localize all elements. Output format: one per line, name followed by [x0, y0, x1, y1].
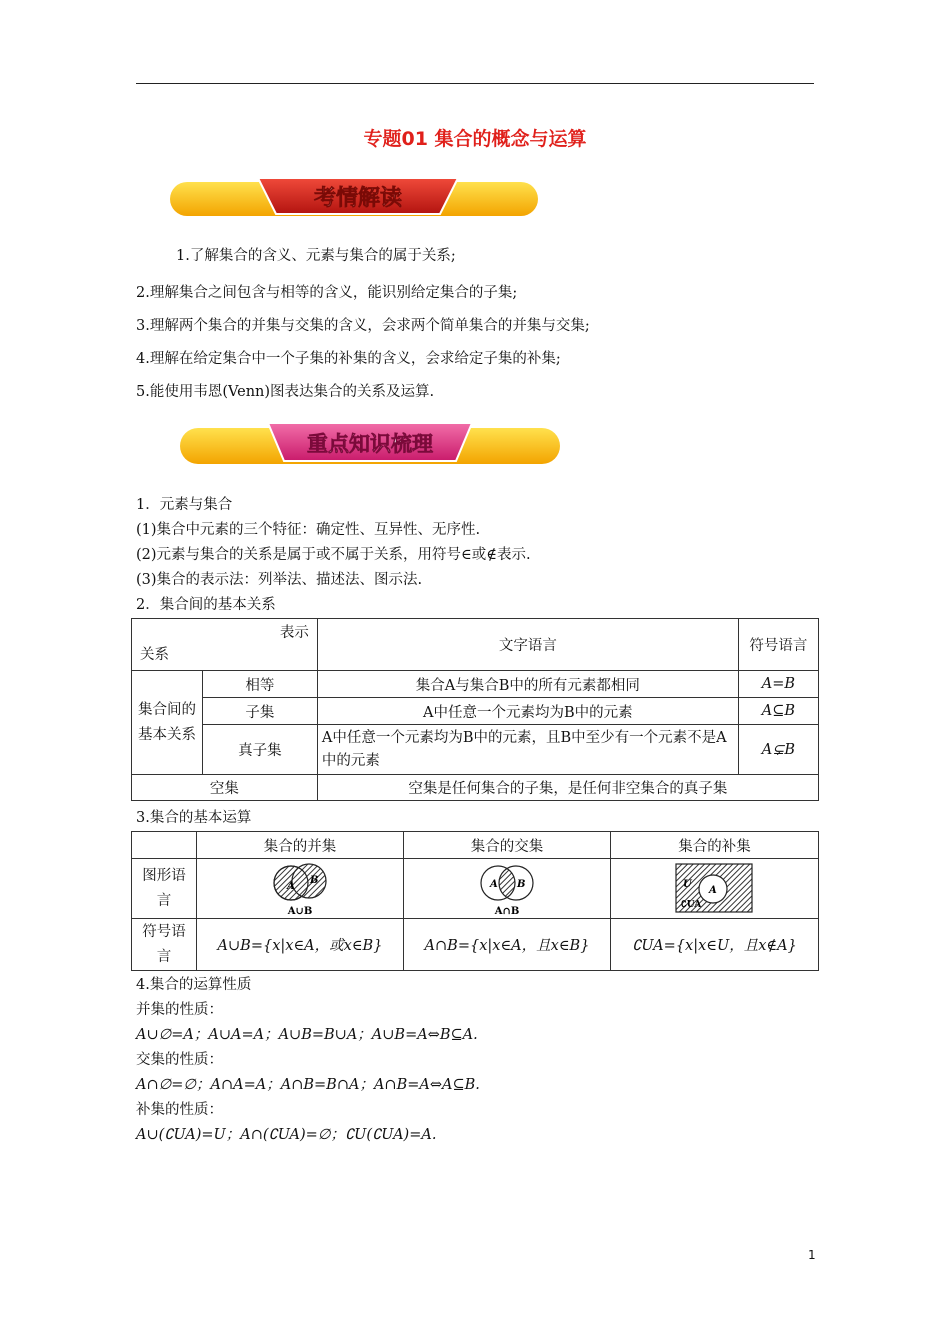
banner-exam-analysis-text: 考情解读 [313, 186, 403, 211]
group-label: 集合间的基本关系 [132, 671, 203, 775]
col-symbol-header: 符号语言 [738, 619, 818, 671]
union-props: A∪∅=A；A∪A=A；A∪B=B∪A；A∪B=A⇔B⊆A. [136, 1027, 478, 1043]
complement-symbol: ∁UA={x|x∈U，且x∉A} [611, 919, 819, 971]
row-symbol: A=B [738, 671, 818, 698]
section2-heading: 2．集合间的基本关系 [136, 597, 276, 613]
goal-4: 4.理解在给定集合中一个子集的补集的含义，会求给定子集的补集; [136, 351, 561, 367]
goal-1: 1.了解集合的含义、元素与集合的属于关系; [176, 248, 456, 264]
row-text: 集合A与集合B中的所有元素都相同 [317, 671, 738, 698]
comp-label-u: U [682, 878, 692, 890]
row-name: 真子集 [203, 725, 318, 775]
banner-key-knowledge-text: 重点知识梳理 [307, 432, 433, 456]
union-symbol: A∪B={x|x∈A，或x∈B} [197, 919, 404, 971]
section4-heading: 4.集合的运算性质 [136, 977, 252, 993]
goal-5: 5.能使用韦恩(Venn)图表达集合的关系及运算. [136, 384, 435, 400]
union-header: 集合的并集 [197, 832, 404, 859]
union-label-b: B [310, 874, 319, 886]
section1-item-1: (1)集合中元素的三个特征：确定性、互异性、无序性. [136, 522, 481, 538]
intersection-symbol: A∩B={x|x∈A，且x∈B} [404, 919, 611, 971]
row-text: A中任意一个元素均为B中的元素 [317, 698, 738, 725]
row-symbol: A⊊B [738, 725, 818, 775]
corner-cell [132, 619, 318, 671]
banner-key-knowledge [178, 420, 562, 468]
row-name: 子集 [203, 698, 318, 725]
page-number: 1 [808, 1248, 816, 1262]
comp-props: A∪(∁UA)=U；A∩(∁UA)=∅；∁U(∁UA)=A. [136, 1127, 437, 1143]
union-venn [197, 859, 404, 919]
row-text: A中任意一个元素均为B中的元素，且B中至少有一个元素不是A中的元素 [317, 725, 738, 775]
symbol-row-label: 符号语言 [132, 919, 197, 971]
relations-table [131, 618, 819, 801]
inter-label-a: A [490, 878, 498, 890]
union-label-a: A [287, 880, 295, 892]
comp-caption: ∁UA [680, 899, 701, 910]
intersection-caption: A∩B [494, 905, 520, 917]
ops-corner [132, 832, 197, 859]
section1-heading: 1．元素与集合 [136, 497, 233, 513]
inter-props: A∩∅=∅；A∩A=A；A∩B=B∩A；A∩B=A⇔A⊆B. [136, 1077, 480, 1093]
corner-top: 表示 [279, 625, 309, 641]
row-symbol: A⊆B [738, 698, 818, 725]
intersection-venn [404, 859, 611, 919]
complement-venn [611, 859, 819, 919]
section3-heading: 3.集合的基本运算 [136, 810, 252, 826]
section1-item-2: (2)元素与集合的关系是属于或不属于关系，用符号∈或∉表示. [136, 547, 531, 563]
banner-exam-analysis [168, 176, 540, 220]
header-rule [136, 83, 814, 84]
union-caption: A∪B [287, 905, 313, 917]
corner-bottom: 关系 [140, 647, 169, 663]
empty-set-text: 空集是任何集合的子集，是任何非空集合的真子集 [317, 775, 818, 801]
intersection-header: 集合的交集 [404, 832, 611, 859]
graph-row-label: 图形语言 [132, 859, 197, 919]
col-text-header: 文字语言 [317, 619, 738, 671]
inter-props-label: 交集的性质： [136, 1052, 223, 1068]
complement-header: 集合的补集 [611, 832, 819, 859]
comp-props-label: 补集的性质： [136, 1102, 223, 1118]
row-name: 相等 [203, 671, 318, 698]
section1-item-3: (3)集合的表示法：列举法、描述法、图示法. [136, 572, 423, 588]
goal-3: 3.理解两个集合的并集与交集的含义，会求两个简单集合的并集与交集; [136, 318, 590, 334]
page-title: 专题01 集合的概念与运算 [363, 128, 587, 150]
operations-table [131, 831, 819, 971]
union-props-label: 并集的性质： [136, 1002, 223, 1018]
goal-2: 2.理解集合之间包含与相等的含义，能识别给定集合的子集; [136, 285, 518, 301]
empty-set-name: 空集 [132, 775, 318, 801]
comp-label-a: A [708, 884, 717, 896]
inter-label-b: B [517, 878, 526, 890]
